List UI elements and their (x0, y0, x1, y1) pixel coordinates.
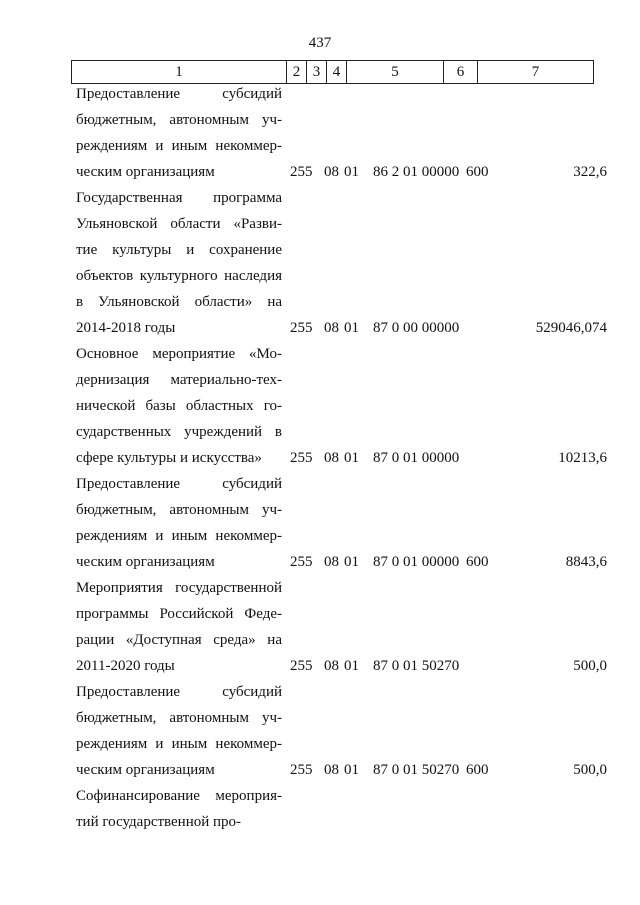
amount-value: 8843,6 (565, 554, 607, 570)
header-col-2: 2 (287, 61, 307, 84)
header-col-7: 7 (478, 61, 594, 84)
description-line: реждениям и иным некоммер- (76, 736, 282, 752)
target-article: 87 0 01 00000 (373, 450, 460, 466)
description-line: программы Российской Феде- (76, 606, 282, 622)
description-line: 2014-2018 годы (76, 320, 176, 336)
subsection-code: 01 (344, 762, 359, 778)
header-col-5: 5 (347, 61, 444, 84)
description-line: дернизация материально-тех- (76, 372, 282, 388)
description-line: бюджетным, автономным уч- (76, 502, 282, 518)
subsection-code: 01 (344, 554, 359, 570)
expense-type: 600 (466, 164, 489, 180)
section-code: 08 (324, 762, 339, 778)
amount-value: 10213,6 (558, 450, 607, 466)
description-line: нической базы областных го- (76, 398, 282, 414)
target-article: 87 0 01 50270 (373, 658, 460, 674)
description-line: Мероприятия государственной (76, 580, 282, 596)
admin-code: 255 (290, 658, 313, 674)
section-code: 08 (324, 320, 339, 336)
description-line: Софинансирование мероприя- (76, 788, 282, 804)
target-article: 87 0 01 50270 (373, 762, 460, 778)
section-code: 08 (324, 164, 339, 180)
header-col-1: 1 (72, 61, 287, 84)
row-description (76, 575, 282, 679)
row-description (76, 341, 282, 471)
page-number: 437 (308, 35, 332, 51)
description-line: тие культуры и сохранение (76, 242, 282, 258)
header-col-4: 4 (327, 61, 347, 84)
section-code: 08 (324, 658, 339, 674)
expense-type: 600 (466, 762, 489, 778)
description-line: реждениям и иным некоммер- (76, 528, 282, 544)
description-line: сфере культуры и искусства» (76, 450, 262, 466)
row-description (76, 81, 282, 185)
admin-code: 255 (290, 320, 313, 336)
description-line: Государственная программа (76, 190, 282, 206)
amount-value: 322,6 (573, 164, 607, 180)
description-line: 2011-2020 годы (76, 658, 175, 674)
section-code: 08 (324, 450, 339, 466)
admin-code: 255 (290, 164, 313, 180)
row-description (76, 471, 282, 575)
description-line: реждениям и иным некоммер- (76, 138, 282, 154)
row-description (76, 679, 282, 783)
description-line: объектов культурного наследия (76, 268, 282, 284)
section-code: 08 (324, 554, 339, 570)
description-line: Основное мероприятие «Мо- (76, 346, 282, 362)
amount-value: 500,0 (573, 762, 607, 778)
description-line: в Ульяновской области» на (76, 294, 282, 310)
subsection-code: 01 (344, 658, 359, 674)
header-col-6: 6 (444, 61, 478, 84)
header-col-3: 3 (307, 61, 327, 84)
target-article: 87 0 00 00000 (373, 320, 460, 336)
amount-value: 500,0 (573, 658, 607, 674)
subsection-code: 01 (344, 164, 359, 180)
amount-value: 529046,074 (535, 320, 607, 336)
expense-type: 600 (466, 554, 489, 570)
description-line: сударственных учреждений в (76, 424, 282, 440)
row-description (76, 185, 282, 341)
target-article: 87 0 01 00000 (373, 554, 460, 570)
description-line: ческим организациям (76, 554, 215, 570)
description-line: Предоставление субсидий (76, 86, 282, 102)
description-line: бюджетным, автономным уч- (76, 112, 282, 128)
description-line: бюджетным, автономным уч- (76, 710, 282, 726)
description-line: ческим организациям (76, 164, 215, 180)
description-line: Ульяновской области «Разви- (76, 216, 282, 232)
admin-code: 255 (290, 554, 313, 570)
subsection-code: 01 (344, 450, 359, 466)
description-line: Предоставление субсидий (76, 684, 282, 700)
description-line: ческим организациям (76, 762, 215, 778)
row-description (76, 783, 282, 835)
description-line: Предоставление субсидий (76, 476, 282, 492)
target-article: 86 2 01 00000 (373, 164, 460, 180)
admin-code: 255 (290, 762, 313, 778)
admin-code: 255 (290, 450, 313, 466)
description-line: тий государственной про- (76, 814, 242, 830)
description-line: рации «Доступная среда» на (76, 632, 282, 648)
subsection-code: 01 (344, 320, 359, 336)
